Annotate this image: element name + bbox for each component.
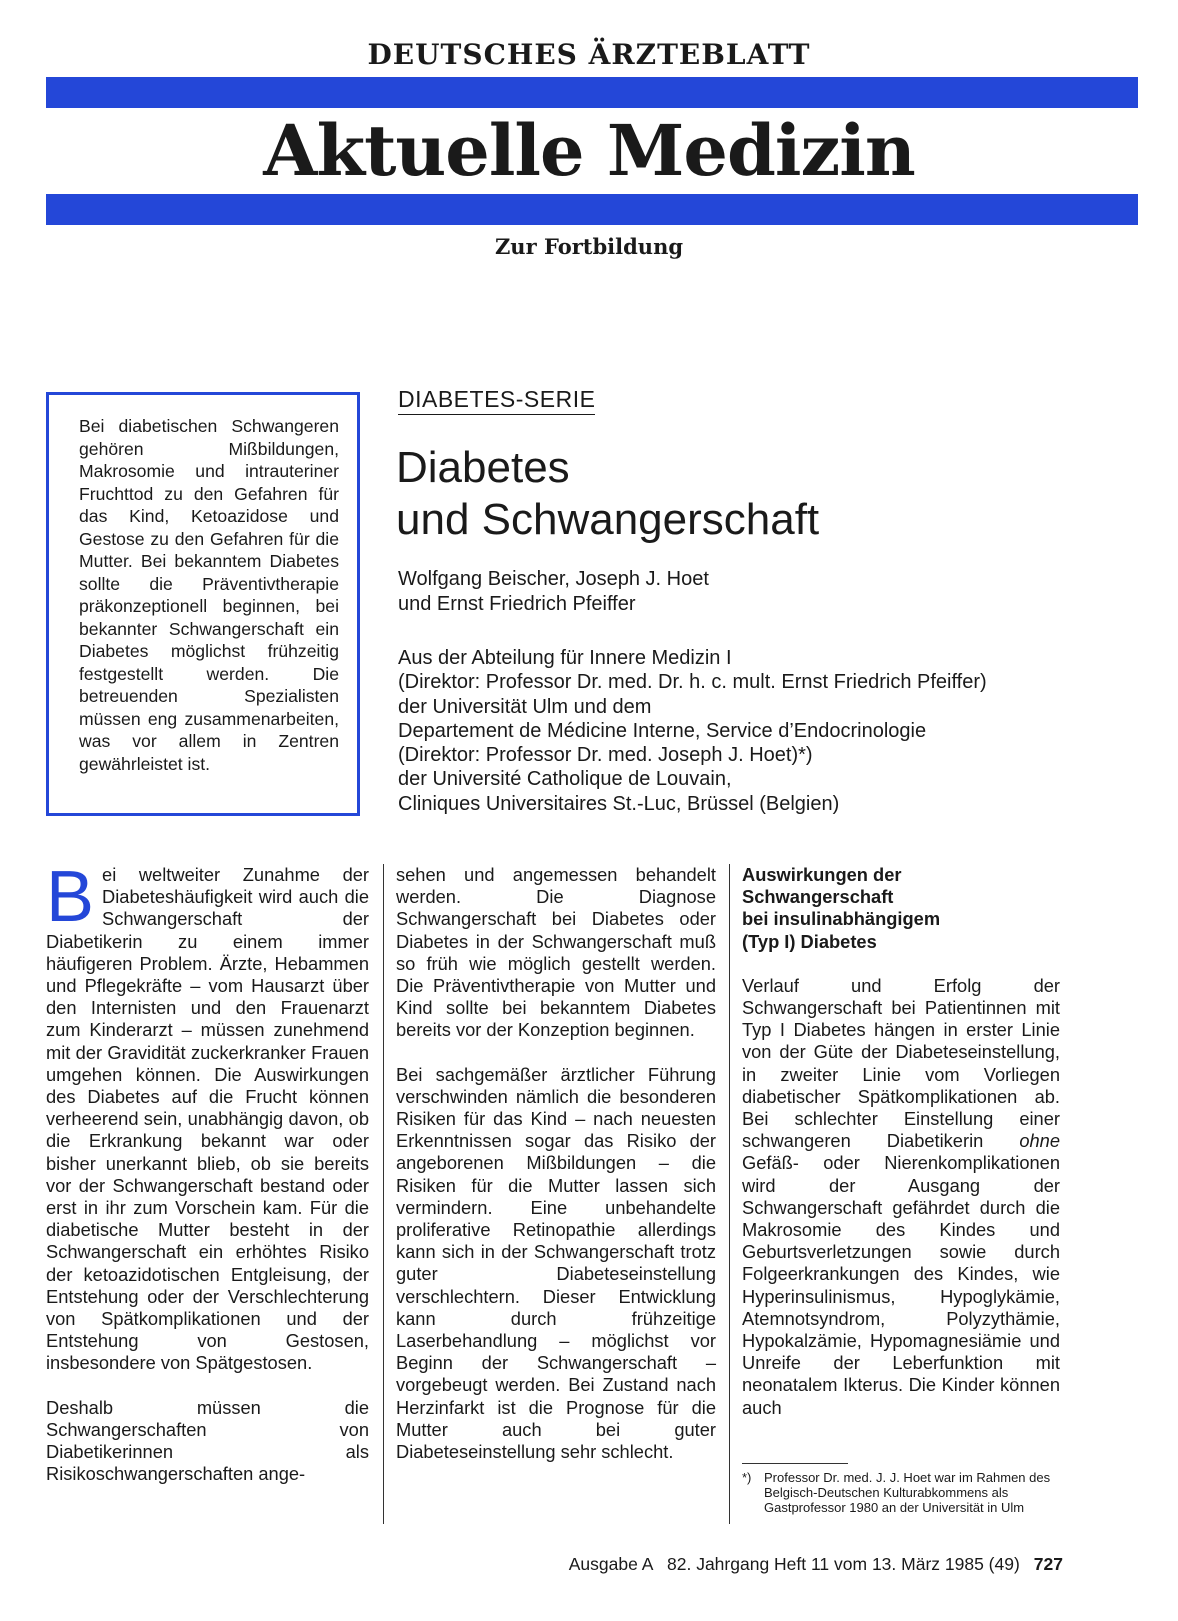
section-heading-line: Auswirkungen der (742, 864, 902, 885)
footnote-mark: *) (742, 1470, 752, 1485)
affiliation-line: Cliniques Universitaires St.-Luc, Brüssel (Belgien) (398, 792, 840, 815)
author-line: Wolfgang Beischer, Joseph J. Hoet (398, 568, 709, 590)
paragraph-text: ei weltweiter Zunahme der Diabeteshäufigkeit wird auch die Schwangerschaft der Diabetikerin zu einem immer häufigeren Problem. Ärzte, Hebammen und Pflegekräfte – vom Hausarzt über den Internisten und den Frauenarzt zum Kinderarzt – müssen zunehmend mit der Gravidität zuckerkranker Frauen umgehen können. Die Auswirkungen des Diabetes auf die Frucht können verheerend sein, unabhängig davon, ob die Erkrankung bekannt war oder bisher unerkannt blieb, ob sie bereits vor der Schwangerschaft bestand oder erst in ihr zum Vorschein kam. Für die diabetische Mutter besteht in der Schwangerschaft ein erhöhtes Risiko der ketoazidotischen Entgleisung, der Entstehung oder der Verschlechterung von Spätkomplikationen und der Entstehung von Gestosen, insbesondere von Spätgestosen. (46, 864, 369, 1374)
page-footer (0, 1554, 1063, 1575)
column-divider (383, 864, 384, 1524)
section-heading-line: bei insulinabhängigem (742, 908, 941, 930)
body-column-1 (46, 857, 369, 1507)
affiliation-line: Aus der Abteilung für Innere Medizin I (398, 647, 732, 669)
page-number: 727 (1033, 1554, 1063, 1574)
section-heading (742, 864, 1060, 953)
drop-cap: B (46, 857, 95, 937)
body-column-2 (396, 864, 716, 1485)
article-title-line: und Schwangerschaft (396, 495, 820, 544)
paragraph-text: Gefäß- oder Nierenkomplikationen wird der Ausgang der Schwangerschaft gefährdet durch die Makrosomie des Kindes und Geburtsverletzungen sowie durch Folgeerkrankungen des Kindes, wie Hyperinsulinismus, Hypoglykämie, Atemnotsyndrom, Polyzythämie, Hypokalzämie, Hypomagnesiämie und Unreife der Leberfunktion mit neonatalem Ikterus. Die Kinder können auch (742, 1152, 1060, 1418)
section-heading-line: Schwangerschaft (742, 886, 894, 908)
body-paragraph (46, 857, 369, 1375)
emphasis-text: ohne (1019, 1130, 1060, 1152)
column-divider (729, 864, 730, 1524)
body-paragraph: Bei sachgemäßer ärztlicher Führung verschwinden nämlich die besonderen Risiken für das Kind – nach neuesten Erkenntnissen sogar das Risiko der angeborenen Mißbildungen – die Risiken für die Mutter lassen sich vermindern. Eine unbehandelte proliferative Retinopathie allerdings kann sich in der Schwangerschaft trotz guter Diabeteseinstellung verschlechtern. Dieser Entwicklung kann durch frühzeitige Laserbehandlung – möglichst vor Beginn der Schwangerschaft – vorgebeugt werden. Bei Zustand nach Herzinfarkt ist die Prognose für die Mutter auch bei guter Diabeteseinstellung sehr schlecht. (396, 1063, 716, 1463)
abstract-box (46, 392, 360, 816)
author-list (398, 567, 709, 617)
abstract-text: Bei diabetischen Schwangeren gehören Mißbildungen, Makrosomie und intrauteriner Fruchttod zu den Gefahren für das Kind, Ketoazidose und Gestose zu den Gefahren für die Mutter. Bei bekanntem Diabetes sollte die Präventivtherapie präkonzeptionell beginnen, bei bekannter Schwangerschaft ein Diabetes möglichst frühzeitig festgestellt werden. Die betreuenden Spezialisten müssen eng zusammenarbeiten, was vor allem in Zentren gewährleistet ist. (79, 416, 339, 774)
author-line: und Ernst Friedrich Pfeiffer (398, 593, 636, 615)
series-label: DIABETES-SERIE (398, 386, 595, 415)
section-title: Aktuelle Medizin (263, 109, 915, 192)
section-subtitle: Zur Fortbildung (494, 234, 684, 259)
affiliation-line: (Direktor: Professor Dr. med. Joseph J. Hoet)*) (398, 744, 813, 767)
masthead-bar-bottom (46, 194, 1138, 225)
article-title (396, 442, 819, 546)
article-title-line: Diabetes (396, 443, 570, 492)
body-paragraph: sehen und angemessen behandelt werden. Die Diagnose Schwangerschaft bei Diabetes oder Diabetes in der Schwangerschaft muß so früh wie möglich gestellt werden. Die Präventivtherapie von Mutter und Kind sollte bei bekanntem Diabetes bereits vor der Konzeption beginnen. (396, 864, 716, 1041)
affiliation-line: Departement de Médicine Interne, Service d’Endocrinologie (398, 719, 927, 742)
affiliation-line: der Université Catholique de Louvain, (398, 768, 732, 791)
footnote-rule (742, 1463, 848, 1464)
body-paragraph (742, 975, 1060, 1419)
footnote-text: Professor Dr. med. J. J. Hoet war im Rahmen des Belgisch-Deutschen Kulturabkommens als Gastprofessor 1980 an der Universität in Ulm (764, 1470, 1051, 1516)
affiliation-line: (Direktor: Professor Dr. med. Dr. h. c. mult. Ernst Friedrich Pfeiffer) (398, 671, 987, 694)
issue-info: Ausgabe A 82. Jahrgang Heft 11 vom 13. März 1985 (49) (568, 1554, 1020, 1574)
footnote (742, 1470, 1058, 1516)
affiliation (398, 646, 987, 816)
body-column-3 (742, 864, 1060, 1441)
journal-name: DEUTSCHES ÄRZTEBLATT (367, 38, 811, 71)
section-heading-line: (Typ I) Diabetes (742, 930, 877, 952)
paragraph-text: Verlauf und Erfolg der Schwangerschaft bei Patientinnen mit Typ I Diabetes hängen in erster Linie von der Güte der Diabeteseinstellung, in zweiter Linie vom Vorliegen diabetischer Spätkomplikationen ab. Bei schlechter Einstellung einer schwangeren Diabetikerin (742, 974, 1060, 1152)
body-paragraph: Deshalb müssen die Schwangerschaften von Diabetikerinnen als Risikoschwangerschaften ange- (46, 1396, 369, 1485)
affiliation-line: der Universität Ulm und dem (398, 695, 652, 718)
masthead-bar-top (46, 77, 1138, 108)
